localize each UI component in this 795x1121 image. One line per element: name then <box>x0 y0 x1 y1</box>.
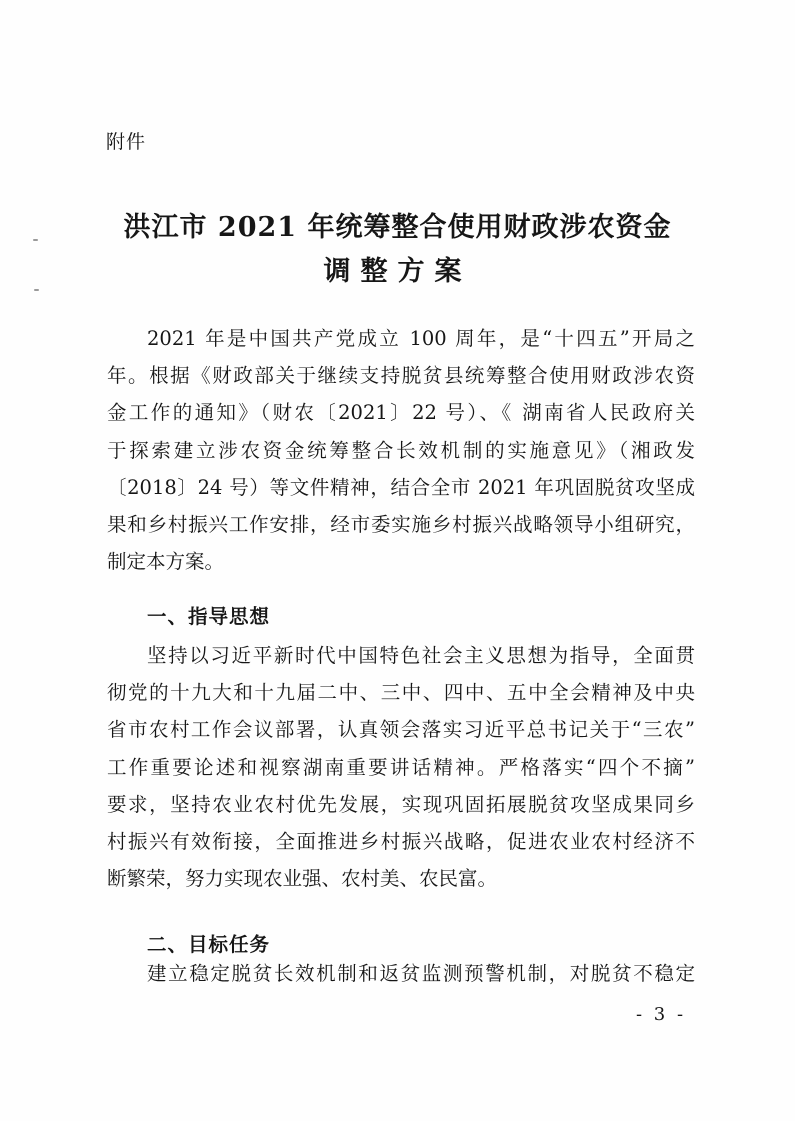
paragraph-line: 省市农村工作会议部署，认真领会落实习近平总书记关于“三农” <box>107 718 695 742</box>
paragraph-line: 要求，坚持农业农村优先发展，实现巩固拓展脱贫攻坚成果同乡 <box>107 792 695 816</box>
attachment-label: 附件 <box>106 131 147 153</box>
paragraph-line: 坚持以习近平新时代中国特色社会主义思想为指导，全面贯 <box>147 644 695 667</box>
paragraph-line: 工作重要论述和视察湖南重要讲话精神。严格落实“四个不摘” <box>107 755 695 779</box>
intro-paragraph <box>107 320 695 580</box>
paragraph-line: 断繁荣，努力实现农业强、农村美、农民富。 <box>107 867 498 891</box>
paragraph-line: 2021 年是中国共产党成立 100 周年，是“十四五”开局之 <box>147 327 695 350</box>
section-heading-guiding-ideology: 一、指导思想 <box>147 605 271 628</box>
paragraph-line: 〔2018〕24 号）等文件精神，结合全市 2021 年巩固脱贫攻坚成 <box>107 475 695 499</box>
page-number: - 3 - <box>636 1004 687 1025</box>
paragraph-line: 金工作的通知》（财农〔2021〕22 号）、《 湖南省人民政府关 <box>107 401 695 425</box>
paragraph-line: 村振兴有效衔接，全面推进乡村振兴战略，促进农业农村经济不 <box>107 830 695 854</box>
paragraph-line: 于探索建立涉农资金统筹整合长效机制的实施意见》（湘政发 <box>107 438 695 462</box>
paragraph-line: 果和乡村振兴工作安排，经市委实施乡村振兴战略领导小组研究， <box>107 513 695 537</box>
section-heading-targets: 二、目标任务 <box>147 933 271 956</box>
paragraph-line: 建立稳定脱贫长效机制和返贫监测预警机制，对脱贫不稳定 <box>147 962 695 985</box>
targets-paragraph <box>107 955 695 992</box>
paragraph-line: 年。根据《财政部关于继续支持脱贫县统筹整合使用财政涉农资 <box>107 364 695 388</box>
guiding-ideology-paragraph <box>107 637 695 897</box>
scan-speck <box>34 289 39 291</box>
paragraph-line: 制定本方案。 <box>107 550 225 574</box>
document-title-line-2: 调整方案 <box>323 256 472 287</box>
paragraph-line: 彻党的十九大和十九届二中、三中、四中、五中全会精神及中央 <box>107 681 695 705</box>
document-title-line-1: 洪江市 2021 年统筹整合使用财政涉农资金 <box>123 212 672 243</box>
